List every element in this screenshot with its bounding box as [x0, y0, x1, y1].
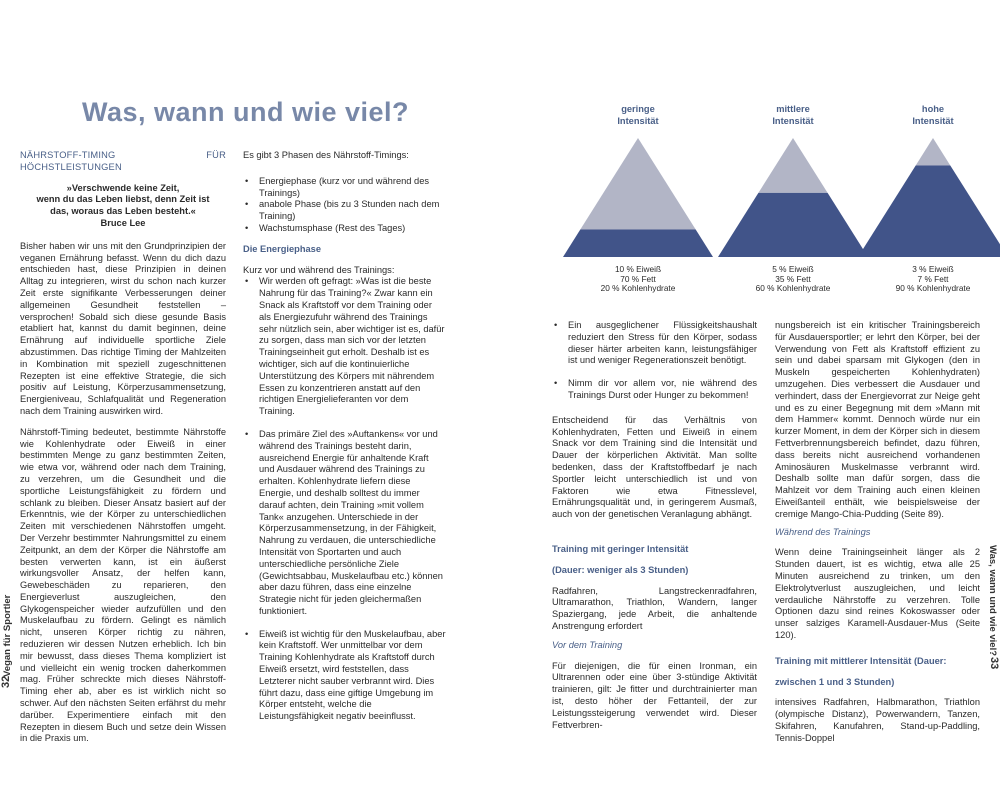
- header-mid: mittlere Intensität: [772, 104, 814, 126]
- pyramid-mid-top-segment: [758, 138, 827, 193]
- fat-burn-paragraph: nungsbereich ist ein kritischer Trainingsbereich für Ausdauersportler; er lehrt den Körper, bei der Verwendung von Fett als Kraftstoff effizient zu sein und dabei sparsam mit Glykogen (den in Muskeln gespeicherten Kohlenhydraten) umzugehen. Dies verbessert die Ausdauer und verhindert, dass der Energievorrat zur Neige geht und es zu einer Begegnung mit dem »Mann mit dem Hammer« kommt. Dennoch würde nur ein kurzer Moment, in dem der Körper sich in diesem Fettverbrennungsbereich befindet, dazu führen, dass bereits nicht ausreichend vorhandenen Aminosäuren Muskelmasse verbrannt wird. Deshalb sollte man dafür sorgen, dass die Mahlzeit vor dem Training auch einen kleinen Eiweißanteil enthält, wie beispielsweise der cremige Mango-Chia-Pudding (Seite 89).: [775, 320, 980, 519]
- fluid-bullets: [552, 320, 757, 402]
- phases-intro: Es gibt 3 Phasen des Nährstoff-Timings:: [243, 150, 409, 160]
- energy-subheading: Kurz vor und während des Trainings:: [243, 264, 395, 275]
- quote-author: Bruce Lee: [100, 217, 146, 228]
- middle-column: [243, 150, 446, 734]
- quote-line-1: »Verschwende keine Zeit,: [66, 182, 180, 193]
- during-training-heading: Während des Trainings: [775, 526, 871, 537]
- right-column-b: [775, 320, 980, 745]
- page-number-left: 32: [0, 675, 12, 688]
- quote-block: [20, 183, 226, 230]
- pyramid-low-carbs-segment: [563, 230, 713, 257]
- page-number-right: 33: [988, 657, 1000, 670]
- pyramid-high-carbs-segment: [858, 165, 1000, 257]
- fluid-bullet: • Nimm dir vor allem vor, nie während des Trainings Durst oder Hunger zu bekommen!: [552, 378, 757, 402]
- pyramid-high-top-segment: [916, 138, 951, 165]
- low-intensity-text: Radfahren, Langstreckenradfahren, Ultramarathon, Triathlon, Wandern, langer Spaziergang, jede Arbeit, die anhaltende Anstrengung erfordert: [552, 585, 757, 631]
- mid-intensity-heading-1: Training mit mittlerer Intensität (Dauer:: [775, 655, 947, 666]
- intensity-chart: [540, 100, 1000, 300]
- energy-heading: Die Energiephase: [243, 243, 322, 254]
- label-mid: 5 % Eiweiß 35 % Fett 60 % Kohlenhydrate: [755, 264, 831, 294]
- timing-paragraph: Nährstoff-Timing bedeutet, bestimmte Nährstoffe wie Kohlenhydrate oder Eiweiß in einer bestimmten Menge zu ganz bestimmten Zeiten, wie etwa vor, während oder nach dem Training, zu verzehren, um die Gesundheit und die sportliche Leistungsfähigkeit zu fördern und schlank zu bleiben. Dieser Ansatz basiert auf der Erkenntnis, wie der Körper zu unterschiedlichen Zeiten mit verschiedenen Nährstoffen umgeht. Der Verzehr bestimmter Nahrungsmittel zu einem Zeitpunkt, an dem der Körper die Nährstoffe am besten verwerten kann, ist ein äußerst wirkungsvoller Ansatz, der helfen kann, Gewebeschäden zu reparieren, den Energieverlust auszugleichen, den Glykogenspeicher wieder aufzufüllen und den Muskelaufbau zu fördern. Gelingt es nämlich nicht, unseren Körper richtig zu nähren, reduzieren wir dessen Nutzen erheblich. Ich bin mir bewusst, dass dieses Thema kompliziert ist und vielleicht ein wenig trocken daherkommen mag. Früher schreckte mich dieses Nährstoff-Timing eher ab, aber es ist wirklich nicht so schwer. Auf den nächsten Seiten erfährst du mehr darüber. Experimentiere einfach mit den Rezepten in diesem Buch und setze dein Wissen in die Praxis um.: [20, 426, 226, 744]
- label-low: 10 % Eiweiß 70 % Fett 20 % Kohlenhydrate: [600, 264, 676, 294]
- mid-intensity-text: intensives Radfahren, Halbmarathon, Triathlon (olympische Distanz), Powerwandern, Tanzen, Skifahren, Kanufahren, Stand-up-Paddling, Tennis-Doppel: [775, 697, 980, 743]
- fluid-bullet: • Ein ausgeglichener Flüssigkeitshaushalt reduziert den Stress für den Körper, sodass dieser härter arbeiten kann, leistungsfähiger ist und weniger Regenerationszeit benötigt.: [552, 320, 757, 367]
- before-training-text: Für diejenigen, die für einen Ironman, ein Ultrarennen oder eine über 3-stündige Aktivität trainieren, gilt: Je fitter und durchtrainierter man ist, desto höher der Fettanteil, der zur Leistungssteigerung verwendet wird. Dieser Fettverbren-: [552, 660, 757, 730]
- section-kicker: NÄHRSTOFF-TIMING FÜR HÖCHSTLEISTUNGEN: [20, 150, 226, 172]
- energy-bullet: • Wir werden oft gefragt: »Was ist die beste Nahrung für das Training?« Zwar kann ein Snack als Kraftstoff vor dem Training oder als Energiezufuhr während des Trainings sehr nützlich sein, aber wichtiger ist es, dafür zu sorgen, dass man sich vor der letzten Trainingseinheit gut erholt. Deshalb ist es wichtiger, sich auf die kontinuierliche Unterstützung des Körpers mit nährendem Essen zu konzentrieren anstatt auf den richtigen Energielieferanten vor dem Training.: [243, 276, 446, 418]
- pyramid-mid-carbs-segment: [718, 193, 868, 257]
- phases-list: [243, 176, 446, 235]
- energy-bullet: • Das primäre Ziel des »Auftankens« vor und während des Trainings besteht darin, ausreichend Energie für anhaltende Kraft und Ausdauer während des Trainings zu erhalten. Kohlenhydrate liefern diese Energie, und deshalb solltest du immer darauf achten, dein Training »mit vollem Tank« anzugehen. Unterschiede in der Körperzusammensetzung, in der Fähigkeit, Nahrung zu verdauen, die unterschiedliche Intensität von Sportarten und auch unterschiedliche persönliche Ziele (Gewichtsabbau, Muskelaufbau etc.) können aber dazu führen, dass eine einzelne Strategie nicht für jeden gleichermaßen funktioniert.: [243, 429, 446, 618]
- sidebar-left-title: Vegan für Sportler: [2, 594, 13, 677]
- phase-item: • anabole Phase (bis zu 3 Stunden nach dem Training): [243, 199, 446, 223]
- header-low: geringe Intensität: [617, 104, 659, 126]
- page-title: Was, wann und wie viel?: [82, 97, 410, 127]
- right-column-a: [552, 320, 757, 731]
- header-high: hohe Intensität: [912, 104, 954, 126]
- intro-paragraph: Bisher haben wir uns mit den Grundprinzipien der veganen Ernährung befasst. Wenn du dich dazu entschieden hast, diese Prinzipien in deinen Alltag zu integrieren, wirst du schon nach kurzer Zeit erste signifikante Verbesserungen deiner allgemeinen Gesundheit feststellen – versprochen! Sobald sich diese gesunde Basis etabliert hat, kannst du damit beginnen, deine Ernährung auf individuelle sportliche Ziele abzustimmen. Das richtige Timing der Mahlzeiten in Kombination mit speziell zugeschnittenen Rezepten ist eine effektive Strategie, die sich positiv auf Leistung, Körperzusammensetzung, Energieniveau, Schlafqualität und Regeneration nach dem Training auswirken wird.: [20, 240, 226, 416]
- phase-item: • Energiephase (kurz vor und während des Trainings): [243, 176, 446, 200]
- quote-line-2: wenn du das Leben liebst, denn Zeit ist: [36, 194, 210, 205]
- pyramid-low-top-segment: [580, 138, 695, 230]
- ratio-paragraph: Entscheidend für das Verhältnis von Kohlenhydraten, Fetten und Eiweiß in einem Snack vor dem Training sind die Intensität und Dauer der körperlichen Aktivität. Man sollte bedenken, dass der Kraftstoffbedarf je nach Sportler leicht unterschiedlich ist und von Faktoren wie etwa Fitnesslevel, Ernährungsqualität und, in geringerem Ausmaß, auch von der genetischen Veranlagung abhängt.: [552, 414, 757, 520]
- energy-bullet: • Eiweiß ist wichtig für den Muskelaufbau, aber kein Kraftstoff. Wer unmittelbar vor dem Training Kohlenhydrate als Kraftstoff durch Eiweiß ersetzt, wird feststellen, dass Letzterer nicht sauber verbrannt wird. Dies führt dazu, dass eine giftige Umgebung im Körper entsteht, welche die Leistungsfähigkeit negativ beeinflusst.: [243, 629, 446, 723]
- energy-bullets: [243, 276, 446, 723]
- low-intensity-heading-2: (Dauer: weniger als 3 Stunden): [552, 564, 689, 575]
- before-training-heading: Vor dem Training: [552, 639, 623, 650]
- during-training-text: Wenn deine Trainingseinheit länger als 2 Stunden dauert, ist es wichtig, etwa alle 25 Minuten ausreichend zu trinken, um den Elektrolytverlust auszugleichen, und leicht verdauliche Nährstoffe zu verzehren. Tolle Optionen dazu sind reines Kokoswasser oder unser salziges Karamell-Ausdauer-Mus (Seite 120).: [775, 547, 980, 640]
- low-intensity-heading-1: Training mit geringer Intensität: [552, 543, 689, 554]
- left-column: [20, 150, 226, 754]
- label-high: 3 % Eiweiß 7 % Fett 90 % Kohlenhydrate: [895, 264, 971, 294]
- quote-line-3: das, woraus das Leben besteht.«: [50, 206, 196, 217]
- sidebar-right-title: Was, wann und wie viel?: [987, 545, 998, 657]
- phase-item: • Wachstumsphase (Rest des Tages): [243, 223, 446, 235]
- mid-intensity-heading-2: zwischen 1 und 3 Stunden): [775, 676, 895, 687]
